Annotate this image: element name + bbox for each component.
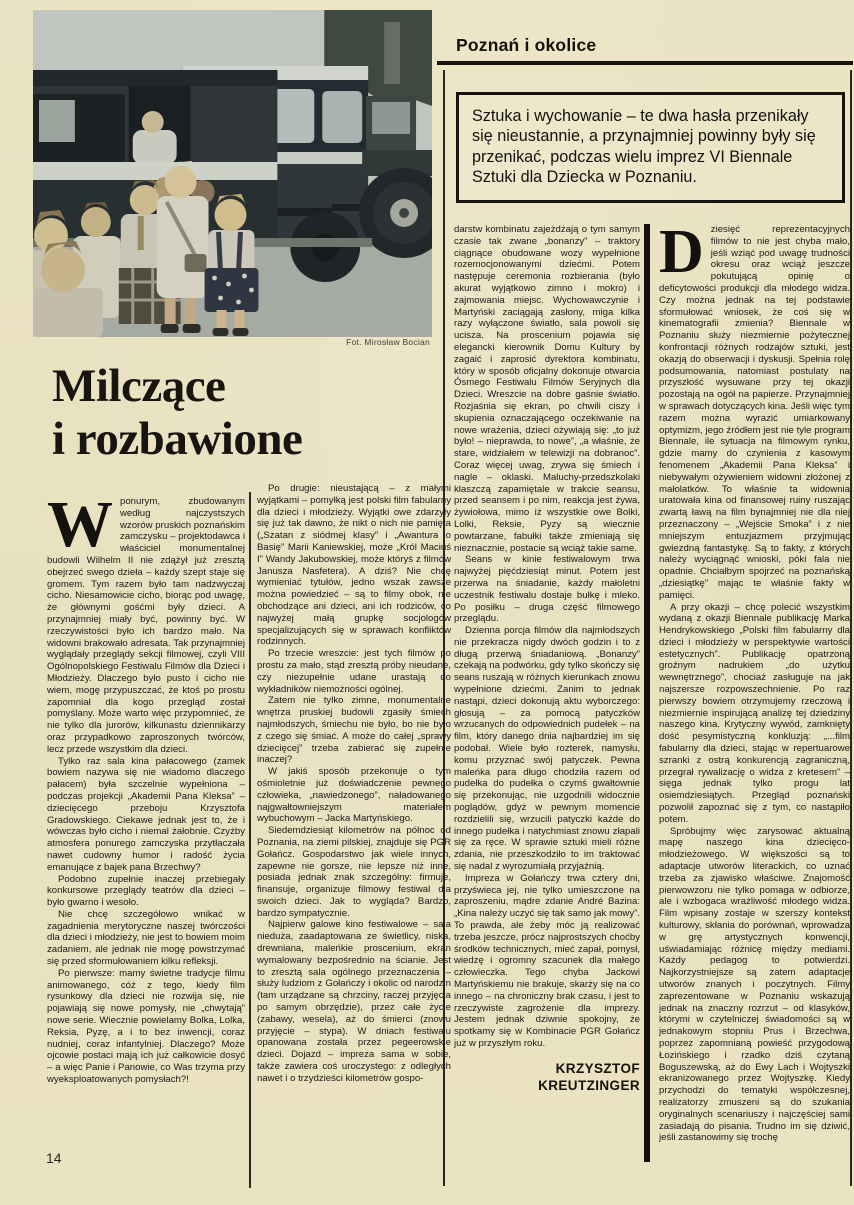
article-paragraph: Najpierw galowe kino festiwalowe – sala nieduża, zaadaptowana ze świetlicy, niska, drewniana, maleńkie proscenium, ekran wymalowany bezpośrednio na ścianie. Jest to zresztą sala ogólnego przeznaczenia – służy ludziom z Gołańczy i okolic od narodzin (tam urządzane są chrzciny, raczej przyjęcia po samym obrzędzie), przez całe życie (zabawy, wesela), aż do śmierci (znowu przyjęcie – stypa). W dniach festiwalu opanowana została przez pegeerowskie dzieci. Dojazd – impreza sama w sobie, także zawiera coś uroczystego: z odległych nawet i o trzydzieści kilometrów gospo- xyxy=(257,919,451,1084)
article-paragraph: Tylko raz sala kina pałacowego (zamek bowiem nazywa się nie wiadomo dlaczego pałacem) była szczelnie wypełniona – podczas projekcji „Akademii Pana Kleksa” – dziecięcego przeboju Krzysztofa Gradowskiego. Ciekawe jednak jest to, że i wówczas było cicho i niemal żałobnie. Czyżby atmosfera ponurego zamczyska przytłaczała nawet cudowny humor i radość życia emanujące z bajek pana Brzechwy? xyxy=(47,755,245,873)
author-byline xyxy=(454,1060,640,1095)
photo-credit: Fot. Mirosław Bocian xyxy=(346,337,430,347)
article-paragraph: Po drugie: nieustającą – z małymi wyjątkami – pomyłką jest polski film fabularny dla dzieci i młodzieży. Wyjątki owe zdarzyły się już tak dawno, że nikt o nich nie pamięta („Szatan z siódmej klasy” i „Awantura o Basię” Marii Kaniewskiej, może „Król Maciuś I” Wandy Jakubowskiej, może któryś z filmów Janusza Nasfetera). A dziś? Nie chcę wymieniać tytułów, jedno wszak zawsze można powiedzieć – są to filmy obok, nie obchodzące ani dzieci, ani ich rodziców, co najwyżej małą grupkę socjologów specjalizujących się w sprawach konfliktów rodzinnych. xyxy=(257,483,451,648)
author-first-name: KRZYSZTOF xyxy=(555,1060,640,1076)
article-paragraph: Impreza w Gołańczy trwa cztery dni, przyświeca jej, nie tylko umieszczone na zaproszeniu, mądre zdanie André Bazina: „Kina należy uczyć się tak samo jak mowy”. To prawda, ale żeby móc ją realizować trzeba jeszcze, prócz najprostszych choćby środków technicznych, mieć zapał, pomysł, wiedzę i ogromny szacunek dla małego człowieczka. Tego chyba Jackowi Martyńskiemu nie brakuje, skarży się na co innego – na chroniczny brak czasu, i jest to rzeczywiste zagrożenie dla imprezy. Jestem jednak dziwnie spokojny, że spotkamy się w Kombinacie PGR Gołańcz już w przyszłym roku. xyxy=(454,872,640,1049)
article-paragraph: Po trzecie wreszcie: jest tych filmów po prostu za mało, stąd zresztą próby nieudane, czy niezupełnie udane urastają do wykładników niemożności ogólnej. xyxy=(257,648,451,695)
article-paragraph: W jakiś sposób przekonuje o tym ośmioletnie już doświadczenie pewnego człowieka, „nawiedzonego”, naładowanego najgwałtowniejszym materiałem wybuchowym – Jacka Martyńskiego. xyxy=(257,766,451,825)
header-rule xyxy=(437,61,853,65)
photo-children-boarding-wagons xyxy=(33,10,432,337)
headline-line-1: Milczące xyxy=(52,360,226,412)
article-paragraph: Podobno zupełnie inaczej przebiegały konkursowe przeglądy teatrów dla dzieci – było gwarno i wesoło. xyxy=(47,873,245,909)
article-paragraph: Nie chcę szczegółowo wnikać w zagadnienia merytoryczne naszej twórczości dla dzieci i młodzieży, nie jest to bowiem moim zadaniem, ale jednak nie mogę powstrzymać się przed sformułowaniem kilku refleksji. xyxy=(47,908,245,968)
headline-line-2: i rozbawione xyxy=(52,413,303,465)
column-rule-1-2 xyxy=(249,492,251,1188)
article-paragraph: darstw kombinatu zajeżdżają o tym samym czasie tak zwane „bonanzy” – traktory ciągnące obudowane wozy wypełnione rozemocjonowanymi dziećmi. Potem następuje ceremonia rozbierania (było akurat wyjątkowo zimno i mokro) i zajmowania miejsc. Wychowawczynie i Martyński zaciągają zasłony, miga kilka razy wyłączone światło, sala powoli się ucisza. Na proscenium pojawia się elegancki kierownik Domu Kultury by zagaić i zaprosić dyrektora kombinatu, który w sposób oficjalny dokonuje otwarcia Ósmego Festiwalu Filmów Seryjnych dla Dzieci. Wreszcie na dobre gaśnie światło. Rozjaśnia się ekran, po chwili ciszy i skupienia oznaczającego oczekiwanie na nowe wrażenia, dzieci ożywiają się: „to już było! – nieprawda, to nowe”, „a właśnie, że stare, widziałem w telewizji na dobranoc”. Coraz więcej uwag, zrywa się śmiech i nagle – oklaski. Maluchy-przedszkolaki klaszczą zapamiętale w trakcie seansu, przed seansem i po nim, reakcja jest żywa, żywiołowa, mimo iż wszystkie owe Bolki, Lolki, Reksie, Pyzy są wiecznie powtarzane, fabułki także zmieniają się nieznacznie, postacie są wciąż takie same. xyxy=(454,224,640,554)
headline xyxy=(52,360,302,466)
article-paragraph: ponurym, zbudowanym według najczystszych wzorów pruskich poznańskim zamczysku – projektodawca i właściciel monumentalnej budowli Wilhelm II nie zdążył już zresztą obejrzeć swego dzieła – każdy szept staje się gromem. Tym razem było tam nadzwyczaj cicho. Niesamowicie cicho, biorąc pod uwagę, że głównymi gośćmi były dzieci. A przynajmniej miały być, powinny być. W rzeczywistości było ich bardzo mało. Na widowni brakowało adresata. Tak przynajmniej wyglądały przeglądy sekcji filmowej, czyli VIII Ogólnopolskiego Festiwalu Filmów dla Dzieci i Młodzieży. Dlaczego było pusto i cicho nie wiem, mogę przypuszczać, że ktoś po prostu zapomniał dla kogo przegląd został pomyślany. Może warto więc przypomnieć, że nie tylko dla jurorów, kilkunastu dziennikarzy oraz przypadkowo zaproszonych twórców, lecz przede wszystkim dla dzieci. xyxy=(47,496,245,755)
column-rule-right xyxy=(850,70,852,1186)
article-paragraph: A przy okazji – chcę polecić wszystkim wydaną z okazji Biennale publikację Marka Hendrykowskiego „Polski film fabularny dla dzieci i młodzieży w perspektywie wartości estetycznych”. Publikację opatrzoną groźnym nadrukiem „do użytku wewnętrznego”, chociaż zasługuje na jak najszersze rozpowszechnienie. Po raz pierwszy bowiem otrzymujemy rzeczową i niezmiernie inspirującą analizę tej dziedziny naszego kina. Krytyczny wywód, zamknięty dość pesymistyczną konkluzją: „...film fabularny dla dzieci, stając w repertuarowe szranki z ostrą konkurencją zagraniczną, przegrał rywalizację o widza z kretesem” – sięga jednak tylko progu lat osiemdziesiątych. Przegląd poznański pozwolił zapoznać się z tym, co nastąpiło potem. xyxy=(659,601,850,825)
article-column-1 xyxy=(47,496,245,1190)
lead-box xyxy=(456,92,845,203)
article-column-4 xyxy=(659,224,850,1190)
column-2-paragraphs xyxy=(257,483,451,1085)
column-3-paragraphs xyxy=(454,224,640,1050)
article-column-2 xyxy=(257,483,451,1190)
lead-text: Sztuka i wychowanie – te dwa hasła przenikały się nieustannie, a przynajmniej powinny były się przenikać, podczas wielu imprez VI Biennale Sztuki dla Dziecka w Poznaniu. xyxy=(472,107,816,187)
article-paragraph: Spróbujmy więc zarysować aktualną mapę naszego kina dziecięco-młodzieżowego. W większości są to adaptacje utworów literackich, co uznać trzeba za zjawisko właściwe. Znajomość pierwowzoru nie tylko pomaga w odbiorze, ale i wzbogaca wrażliwość młodego widza. Film wpisany zostaje w szerszy kontekst kulturowy, skłania do porównań, wprowadza w grę artystycznych konwencji, uświadamiając różnicę między mediami. Każdy pedagog to potwierdzi. Najkorzystniejsze są zatem adaptacje utworów znanych i poczytnych. Filmy zaprezentowane w Poznaniu wskazują jednak na znaczny rozrzut – od klasyków, którymi w czytelniczej świadomości są w jednakowym stopniu Prus i Brzechwa, poprzez zapomnianą powieść przygodową Łozińskiego i rzadko dziś czytaną Boguszewską, aż do Ewy Lach i Wojtyszki ekranizowanego przez Wojtyszkę. Kiedy przychodzi do tematyki współczesnej, realizatorzy zmuszeni są do szukania oryginalnych scenariuszy i najczęściej sami zasiadają do pisania. Trudno im się dziwić, jeśli zastanowimy się trochę xyxy=(659,825,850,1144)
article-paragraph: Siedemdziesiąt kilometrów na północ od Poznania, na ziemi pilskiej, znajduje się PGR Gołańcz. Gospodarstwo jak wiele innych, zapewne nie gorsze, nie lepsze niż inne, posiada jednak znak szczególny: firmuje, finansuje, organizuje filmowy festiwal dla swoich dzieci. Jak to wygląda? Bardzo, bardzo sympatycznie. xyxy=(257,825,451,919)
drop-cap-d: D xyxy=(659,224,704,286)
column-1-paragraphs xyxy=(47,496,245,1086)
article-paragraph: Zatem nie tylko zimne, monumentalne wnętrza pruskiej budowli zgasiły śmiech najmłodszych, śmiechu nie było, bo nie było z czego się śmiać. A może do całej „sprawy dziecięcej” trzeba zabierać się zupełnie inaczej? xyxy=(257,695,451,766)
drop-cap-w: W xyxy=(47,496,113,561)
article-paragraph: Po pierwsze: mamy świetne tradycje filmu animowanego, cóż z tego, kiedy film rysunkowy dla dzieci nie rozwija się, nie pojawiają się nowe pomysły, nie „chwytają” nowe serie. Wiecznie powielamy Bolka, Lolka, Reksia, Pyzę, a i to bez inwencji, coraz nudniej, coraz infantylniej. Dlaczego? Może ojcowie postaci mają ich już całkowicie dosyć – a więc Panie i Panowie, co Was trzyma przy wyeksploatowanych pomysłach?! xyxy=(47,967,245,1086)
article-paragraph: ziesięć reprezentacyjnych filmów to nie jest chyba mało, jeśli wziąć pod uwagę trudności okresu oraz wciąż jeszcze pokutującą opinię o deficytowości produkcji dla młodego widza. Czy można jednak na tej podstawie sformułować wniosek, że coś się w kinematografii zmienia? Biennale w Poznaniu służy niezmiernie pożytecznej konfrontacji różnych rodzajów sztuki, jest okazją do obserwacji i dyskusji. Spełnia rolę podsumowania, natomiast postulaty na przyszłość wysuwane przy tej okazji pozostają na ogół na papierze. Przynajmniej w sprawach dotyczących kina. Jeśli więc tym razem można wyrazić umiarkowany optymizm, jego źródłem jest nie tyle program Biennale, ile sytuacja na filmowym rynku, gdzie mamy do czynienia z kasowym fenomenem „Akademii Pana Kleksa” i niebywałym ożywieniem widowni złożonej z małolatków. To właśnie ta widownia uratowała kina od finansowej ruiny ruszając zwartą ławą na film bynajmniej nie dla niej przeznaczony – „Wejście Smoka” i z nie mniejszym entuzjazmem przyjmując gwiezdną fantastykę. Są to fakty, z których należy wyciągnąć wnioski, póki fala nie opadnie. Chciałbym spojrzeć na poznańską „dziesiątkę” mając te właśnie fakty w pamięci. xyxy=(659,224,850,601)
column-bar-3-4 xyxy=(644,224,650,1162)
photo-illustration xyxy=(33,10,432,337)
article-paragraph: Seans w kinie festiwalowym trwa najwyżej pięćdziesiąt minut. Potem jest przerwa na śniadanie, każdy małoletni uczestnik festiwalu dostaje bułkę i mleko. Po posiłku – druga część filmowego przeglądu. xyxy=(454,554,640,625)
page-number: 14 xyxy=(46,1150,62,1166)
section-title: Poznań i okolice xyxy=(456,35,597,55)
column-4-paragraphs xyxy=(659,224,850,1144)
author-last-name: KREUTZINGER xyxy=(538,1078,640,1094)
article-paragraph: Dzienna porcja filmów dla najmłodszych nie przekracza nigdy dwóch godzin i to z długą przerwą śniadaniową. „Bonanzy” czekają na podwórku, gdy tylko skończy się seans ruszają w różnych kierunkach znowu wypełnione dziećmi. Zanim to jednak nastąpi, dzieci dokonują aktu wyborczego: głosują – za pomocą patyczków wrzucanych do odpowiednich pudełek – na film, który danego dnia najbardziej im się podobał. Wiele było rozterek, namysłu, komu przyznać swój patyczek. Pewna maleńka para długo chodziła razem od pudełka do pudełka o czymś gwałtownie się przekonując, nie uzgodnili widocznie poglądów, gdyż w pewnym momencie rozdzielili się, wrzucili patyczki każde do innego pudełka i natychmiast znowu złapali się za ręce. W sprawie sztuki mieli różne zdania, nie przeszkodziło to im traktować się nadal z wyrozumiałą przyjaźnią. xyxy=(454,625,640,873)
article-column-3 xyxy=(454,224,640,1190)
